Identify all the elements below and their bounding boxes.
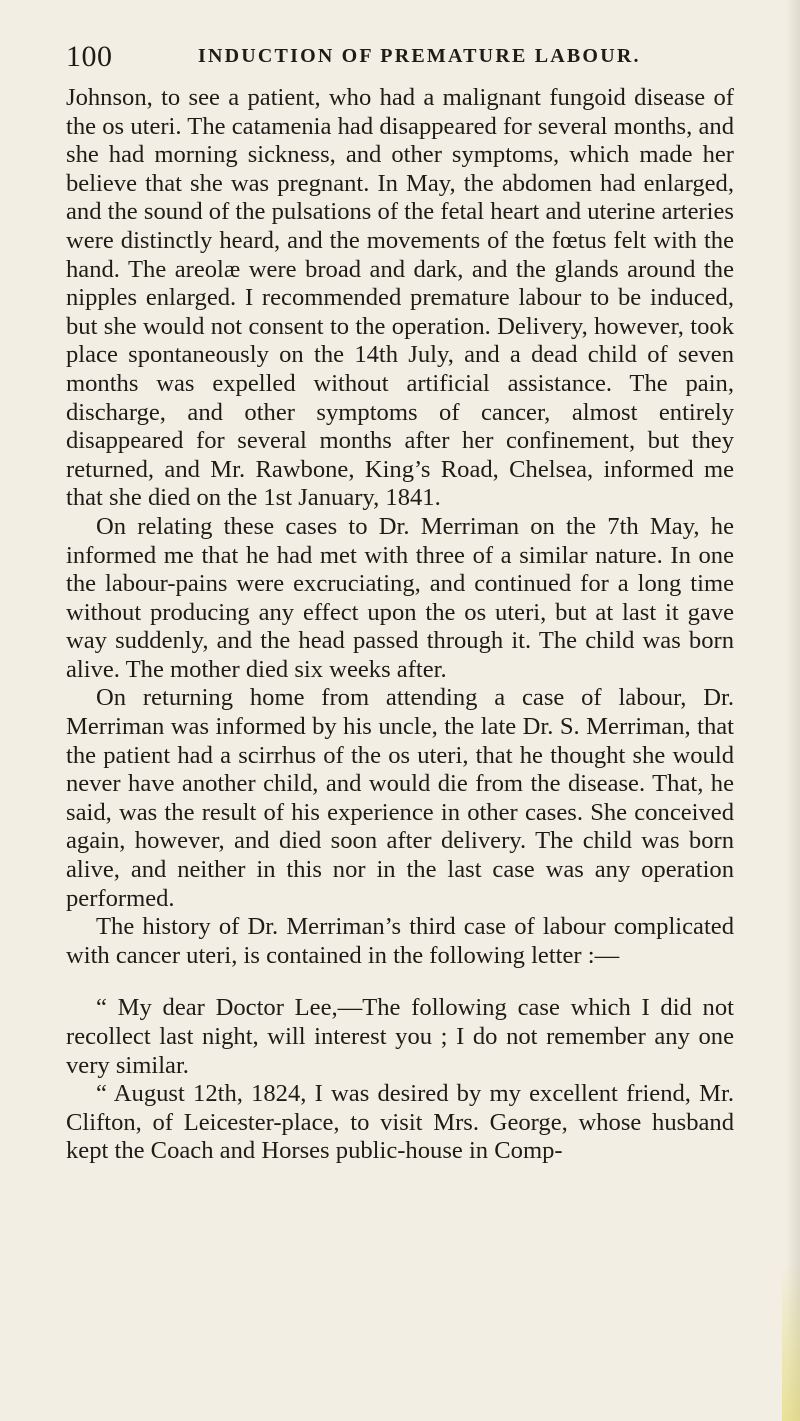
page-number: 100 (66, 40, 113, 73)
paragraph-continuation: Johnson, to see a patient, who had a malignant fungoid disease of the os uteri. The catamenia had disappeared for several months, and she had morning sickness, and other symptoms, which made her believe that she was pregnant. In May, the abdomen had enlarged, and the sound of the pulsations of the fetal heart and uterine arteries were distinctly heard, and the movements of the fœtus felt with the hand. The areolæ were broad and dark, and the glands around the nipples enlarged. I recommended premature labour to be induced, but she would not consent to the operation. Delivery, however, took place spontaneously on the 14th July, and a dead child of seven months was expelled without artificial assistance. The pain, discharge, and other symptoms of cancer, almost entirely disappeared for several months after her confinement, but they returned, and Mr. Rawbone, King’s Road, Chelsea, informed me that she died on the 1st January, 1841. (66, 84, 734, 512)
letter-salutation: “ My dear Doctor Lee,—The following case which I did not recollect last night, will interest you ; I do not remember any one very similar. (66, 994, 734, 1079)
letter-august: “ August 12th, 1824, I was desired by my excellent friend, Mr. Clifton, of Leicester-place, to visit Mrs. George, whose husband kept the Coach and Horses public-house in Comp- (66, 1080, 734, 1165)
page-edge-shadow (786, 0, 800, 1421)
page-edge-stain (782, 1261, 800, 1421)
paragraph-third-case: The history of Dr. Merriman’s third case of labour complicated with cancer uteri, is contained in the following letter :— (66, 913, 734, 969)
page-header (66, 40, 734, 80)
body-text (66, 84, 734, 1166)
paragraph-returning-home: On returning home from attending a case of labour, Dr. Merriman was informed by his uncle, the late Dr. S. Merriman, that the patient had a scirrhus of the os uteri, that he thought she would never have another child, and would die from the disease. That, he said, was the result of his experience in other cases. She conceived again, however, and died soon after delivery. The child was born alive, and neither in this nor in the last case was any operation performed. (66, 684, 734, 912)
running-head: INDUCTION OF PREMATURE LABOUR. (198, 45, 641, 67)
paragraph-merriman-cases: On relating these cases to Dr. Merriman on the 7th May, he informed me that he had met with three of a similar nature. In one the labour-pains were excruciating, and continued for a long time without producing any effect upon the os uteri, but at last it gave way suddenly, and the head passed through it. The child was born alive. The mother died six weeks after. (66, 512, 734, 683)
